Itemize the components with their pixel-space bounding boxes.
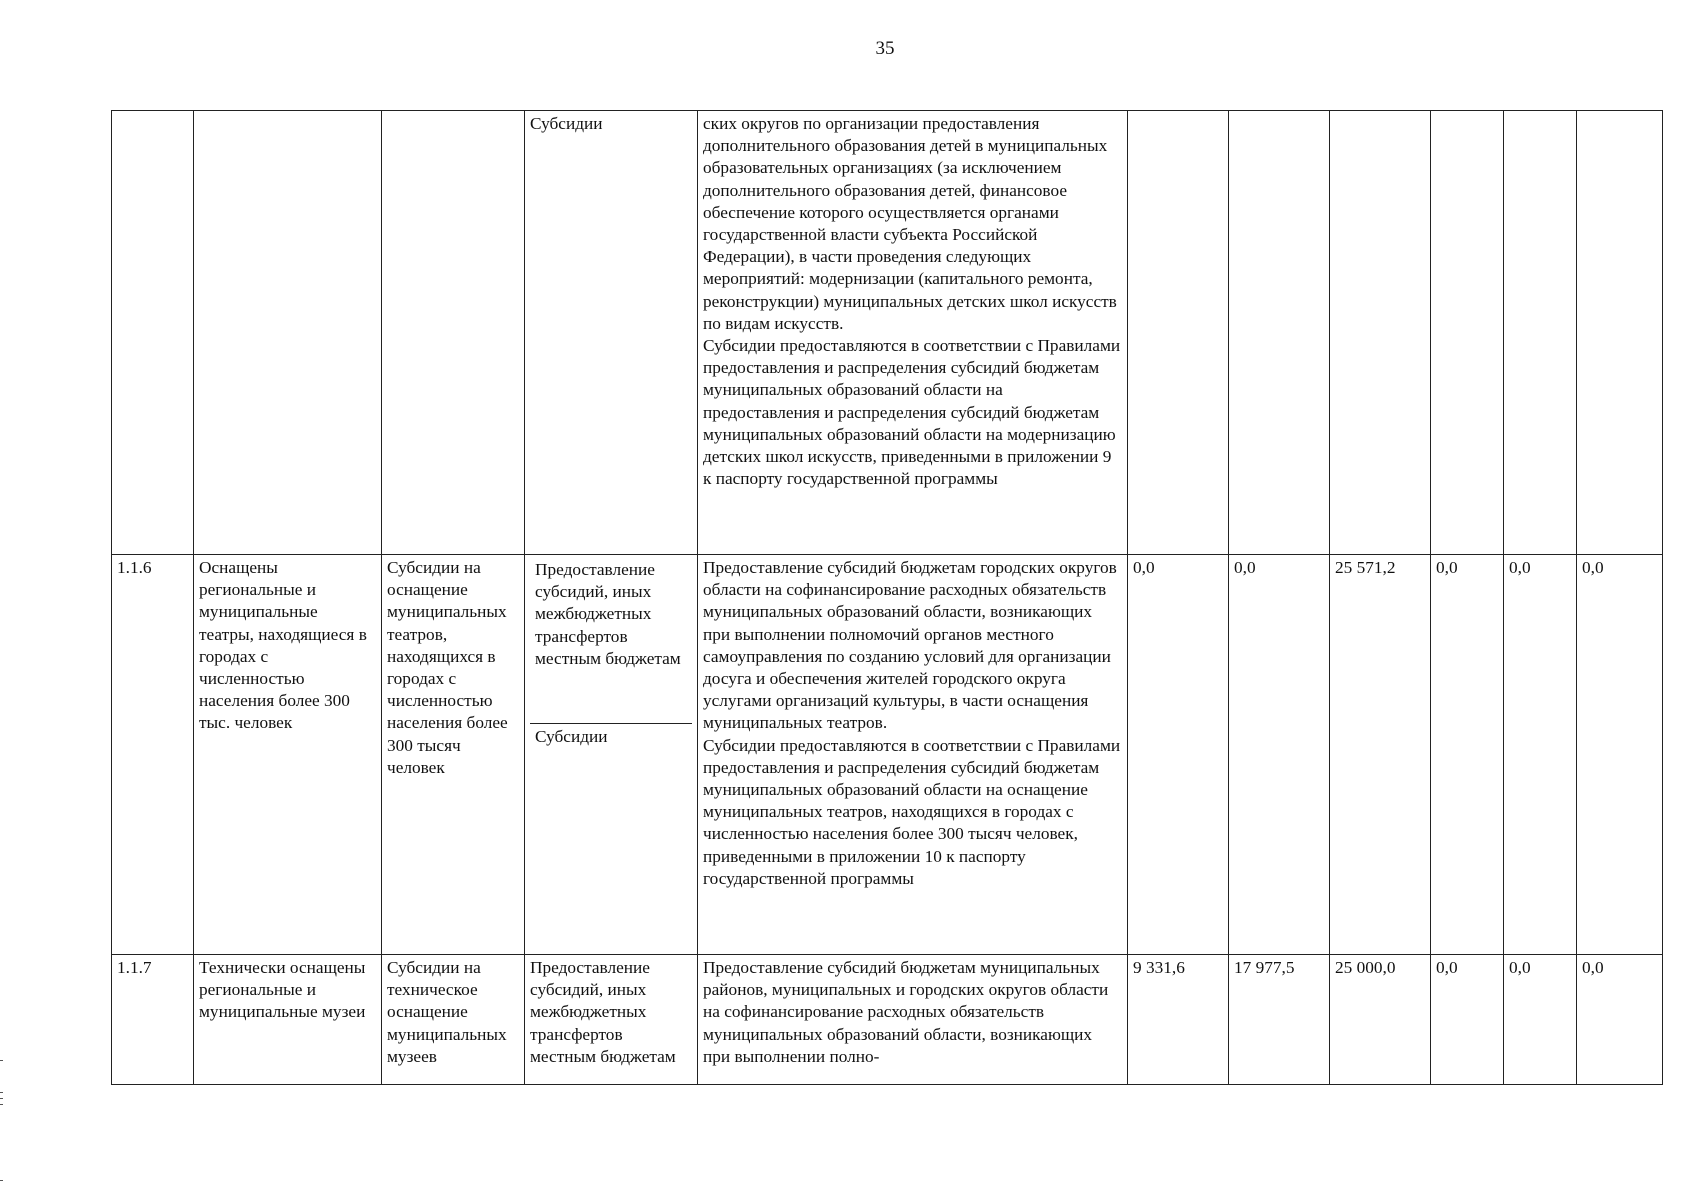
- value-cell: 0,0: [1577, 955, 1663, 1085]
- measure-type-main: Предоставление субсидий, иных межбюджетных трансфертов местным бюджетам: [530, 557, 692, 724]
- scan-mark: [0, 1180, 3, 1181]
- value-cell: 0,0: [1431, 955, 1504, 1085]
- value-cell: 0,0: [1504, 555, 1577, 955]
- value-cell: 0,0: [1577, 555, 1663, 955]
- value-cell: 9 331,6: [1128, 955, 1229, 1085]
- table-row: [112, 955, 1663, 1085]
- row-number: 1.1.7: [112, 955, 194, 1085]
- value-cell: 0,0: [1128, 555, 1229, 955]
- scan-mark: [0, 1098, 3, 1099]
- value-cell: 25 000,0: [1330, 955, 1431, 1085]
- value-cell: [1330, 111, 1431, 555]
- measure-type: Предоставление субсидий, иных межбюджетных трансфертов местным бюджетам: [525, 955, 698, 1085]
- row-number: [112, 111, 194, 555]
- measure-type: Субсидии: [525, 111, 698, 555]
- measure-description: [698, 955, 1128, 1085]
- value-cell: [1229, 111, 1330, 555]
- value-cell: 17 977,5: [1229, 955, 1330, 1085]
- value-cell: [1431, 111, 1504, 555]
- scan-mark: [0, 1060, 3, 1061]
- description-text: Предоставление субсидий бюджетам муниципальных районов, муниципальных и городских округов области на софинансирование расходных обязательств муниципальных образований области, возникающих при выполнении полно-: [703, 958, 1109, 1066]
- expected-result: Оснащены региональные и муниципальные театры, находящиеся в городах с численностью населения более 300 тыс. человек: [194, 555, 382, 955]
- scan-mark: [0, 1092, 3, 1093]
- measure-type: [525, 555, 698, 955]
- description-text: ских округов по организации предоставления дополнительного образования детей в муниципальных образовательных организациях (за исключением дополнительного образования детей, финансовое обеспечение которого осуществляется органами государственной власти субъекта Российской Федерации), в части проведения следующих мероприятий: модернизации (капитального ремонта, реконструкции) муниципальных детских школ искусств по видам искусств. Субсидии предоставляются в соответствии с Правилами предоставления и распределения субсидий бюджетам муниципальных образований области на предоставления и распределения субсидий бюджетам муниципальных образований области на модернизацию детских школ искусств, приведенными в приложении 9 к паспорту государственной программы: [703, 114, 1121, 489]
- measure-description: [698, 111, 1128, 555]
- value-cell: 0,0: [1431, 555, 1504, 955]
- expected-result: [194, 111, 382, 555]
- value-cell: [1577, 111, 1663, 555]
- measure-name: [382, 111, 525, 555]
- table-row: [112, 111, 1663, 555]
- value-cell: [1128, 111, 1229, 555]
- description-text: Предоставление субсидий бюджетам городских округов области на софинансирование расходных обязательств муниципальных образований области, возникающих при выполнении полномочий органов местного самоуправления по созданию условий для организации досуга и обеспечения жителей городского округа услугами организаций культуры, в части оснащения муниципальных театров. Субсидии предоставляются в соответствии с Правилами предоставления и распределения субсидий бюджетам муниципальных образований области на оснащение муниципальных театров, находящихся в городах с численностью населения более 300 тысяч человек, приведенными в приложении 10 к паспорту государственной программы: [703, 558, 1121, 888]
- measure-name: Субсидии на техническое оснащение муниципальных музеев: [382, 955, 525, 1085]
- measure-description: [698, 555, 1128, 955]
- value-cell: 25 571,2: [1330, 555, 1431, 955]
- value-cell: 0,0: [1504, 955, 1577, 1085]
- measure-type-sub: Субсидии: [535, 727, 608, 746]
- scan-mark: [0, 1104, 3, 1105]
- value-cell: 0,0: [1229, 555, 1330, 955]
- program-table: [111, 110, 1663, 1085]
- measure-name: Субсидии на оснащение муниципальных театров, находящихся в городах с численностью населения более 300 тысяч человек: [382, 555, 525, 955]
- table-row: [112, 555, 1663, 955]
- page-number: 35: [875, 38, 895, 59]
- row-number: 1.1.6: [112, 555, 194, 955]
- expected-result: Технически оснащены региональные и муниципальные музеи: [194, 955, 382, 1085]
- value-cell: [1504, 111, 1577, 555]
